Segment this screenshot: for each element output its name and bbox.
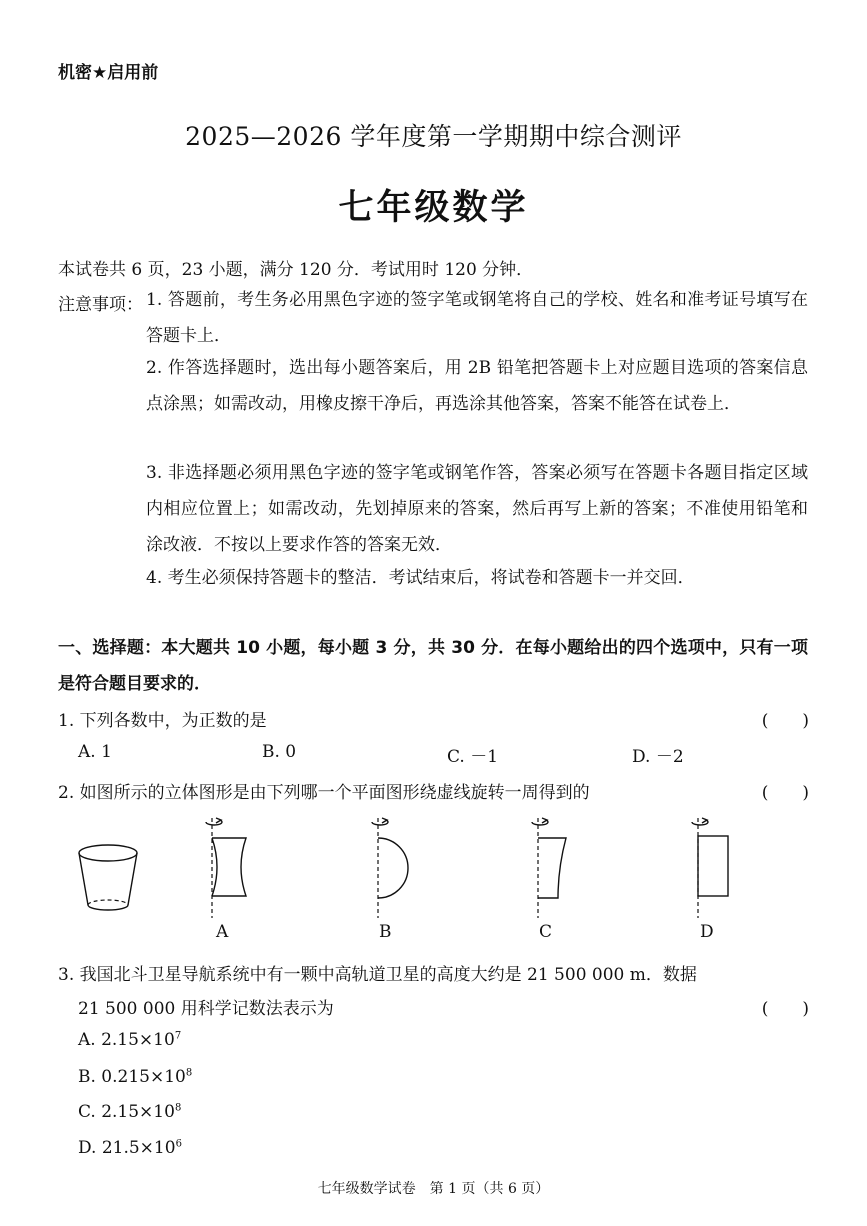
question-3-stem-line2: 21 500 000 用科学记数法表示为 — [78, 999, 334, 1019]
question-3-option-b: B. $0.215\times 10^8$ — [78, 1067, 193, 1087]
question-1-option-b: B. 0 — [262, 742, 297, 762]
notice-item: 1. 答题前，考生务必用黑色字迹的签字笔或钢笔将自己的学校、姓名和准考证号填写在答题卡上． — [146, 290, 808, 346]
answer-bracket: ( ) — [761, 783, 809, 803]
answer-bracket: ( ) — [761, 711, 809, 731]
figure-label-a: A — [216, 922, 229, 942]
question-1-option-d: D. －2 — [632, 747, 684, 767]
figure-label-c: C — [539, 922, 553, 942]
figure-label-b: B — [379, 922, 392, 942]
question-2-stem: 2. 如图所示的立体图形是由下列哪一个平面图形绕虚线旋转一周得到的 — [58, 783, 590, 803]
notice-item: 4. 考生必须保持答题卡的整洁．考试结束后，将试卷和答题卡一并交回． — [146, 568, 695, 588]
solid-figure — [79, 845, 137, 910]
page-footer: 七年级数学试卷 第 1 页（共 6 页） — [317, 1181, 550, 1197]
notice-item: 2. 作答选择题时，选出每小题答案后，用 2B 铅笔把答题卡上对应题目选项的答案信息点涂黑；如需改动，用橡皮擦干净后，再选涂其他答案，答案不能答在试卷上． — [146, 358, 808, 414]
notice-item: 3. 非选择题必须用黑色字迹的签字笔或钢笔作答，答案必须写在答题卡各题目指定区域内相应位置上；如需改动，先划掉原来的答案，然后再写上新的答案；不准使用铅笔和涂改液．不按以上要求作答的答案无效． — [146, 463, 808, 555]
question-3-stem-line1: 3. 我国北斗卫星导航系统中有一颗中高轨道卫星的高度大约是 21 500 000 m．数据 — [58, 965, 697, 985]
question-3-option-d: D. $21.5\times 10^6$ — [78, 1138, 182, 1158]
question-1-option-a: A. 1 — [78, 742, 112, 762]
figure-label-d: D — [700, 922, 714, 942]
figure-c — [532, 818, 566, 918]
subject-title: 七年级数学 — [338, 188, 529, 228]
figure-a — [206, 818, 246, 918]
exam-intro: 本试卷共 6 页，23 小题，满分 120 分．考试用时 120 分钟． — [58, 260, 534, 280]
section-heading: 一、选择题：本大题共 10 小题，每小题 3 分，共 30 分．在每小题给出的四个选项中，只有一项是符合题目要求的． — [58, 638, 808, 694]
question-3-option-c: C. $2.15\times 10^8$ — [78, 1102, 182, 1122]
question-1-stem: 1. 下列各数中，为正数的是 — [58, 711, 267, 731]
exam-title: 2025—2026 学年度第一学期期中综合测评 — [185, 122, 682, 151]
notice-label: 注意事项： — [58, 295, 143, 315]
question-3-option-a: A. $2.15\times 10^7$ — [78, 1030, 182, 1050]
answer-bracket: ( ) — [761, 999, 809, 1019]
question-1-option-c: C. －1 — [447, 747, 499, 767]
figure-b — [372, 818, 408, 918]
confidential-label: 机密★启用前 — [58, 63, 159, 83]
figure-d — [692, 818, 728, 918]
question-2-figures — [70, 810, 770, 945]
